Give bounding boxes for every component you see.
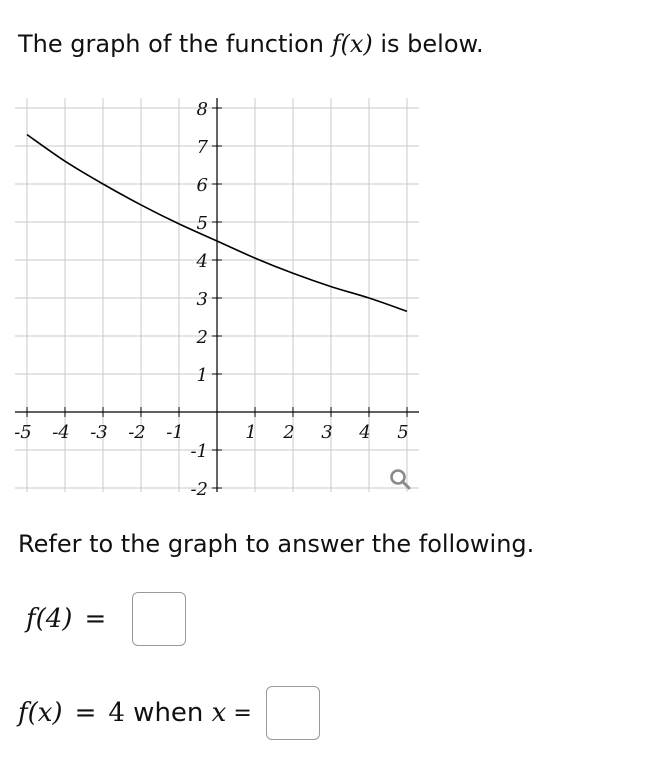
x-tick-label: -1 [166,422,184,443]
y-tick-label: -2 [190,479,208,500]
magnify-icon[interactable] [392,471,410,489]
q2-equals: = [74,698,97,728]
q2-rhs-value: 4 [108,698,125,728]
y-tick-label: -1 [190,441,208,462]
y-tick-label: 8 [196,99,208,120]
x-tick-label: 3 [321,422,333,443]
y-tick-label: 1 [196,365,208,386]
y-tick-label: 5 [196,213,208,234]
x-tick-label: 1 [245,422,257,443]
question-f-equals-4 [18,686,320,740]
question-f-of-4 [26,592,186,646]
prompt-function: f(x) [331,30,373,58]
q1-equals: = [84,604,107,634]
x-tick-label: -4 [52,422,70,443]
q2-when-text: when [124,698,212,728]
x-tick-label: -5 [14,422,32,443]
q2-variable: x [211,698,227,728]
q2-lhs: f(x) [18,698,63,728]
x-tick-label: 5 [397,422,409,443]
y-tick-label: 3 [196,289,208,310]
y-tick-label: 4 [196,251,208,272]
q2-equals-sign: = [226,700,252,726]
y-tick-label: 7 [196,137,208,158]
answer-input-f-of-4[interactable] [132,592,186,646]
question-prompt [18,30,484,58]
y-tick-label: 6 [196,175,208,196]
prompt-text-after: is below. [372,30,484,58]
y-tick-label: 2 [196,327,208,348]
x-tick-label: -3 [90,422,108,443]
answer-input-x-value[interactable] [266,686,320,740]
function-graph [0,95,440,515]
x-tick-label: -2 [128,422,146,443]
x-tick-label: 2 [283,422,295,443]
x-tick-label: 4 [359,422,371,443]
prompt-text-before: The graph of the function [18,30,332,58]
q1-lhs: f(4) [26,604,73,634]
instructions-text: Refer to the graph to answer the following. [18,530,535,558]
